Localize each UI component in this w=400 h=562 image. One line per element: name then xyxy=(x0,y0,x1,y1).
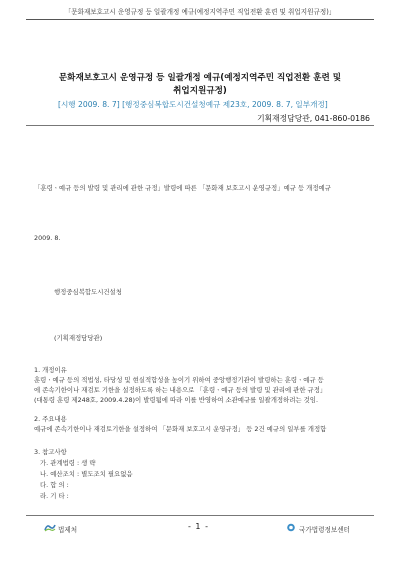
divider xyxy=(26,125,374,126)
footer-divider xyxy=(26,515,374,516)
reference-item: 나. 예산조치 : 별도조치 필요없음 xyxy=(40,470,133,478)
section-2-line: 예규에 존속기한이나 재검토기한을 설정하여 「문화재 보호고시 운영규정」 등 2건 예규의 일부를 개정함 xyxy=(34,425,327,433)
section-3-heading: 3. 참고사항 xyxy=(34,448,67,456)
law-center-logo-icon xyxy=(285,523,297,532)
contact-info: 기획재정담당관, 041-860-0186 xyxy=(257,114,370,123)
reference-item: 다. 합 의 : xyxy=(40,481,69,489)
section-2-heading: 2. 주요내용 xyxy=(34,415,67,423)
moleg-logo-icon xyxy=(44,523,56,532)
enactment-info-link[interactable]: [시행 2009. 8. 7] [행정중심복합도시건설청예규 제23호, 2009. 8. 7, 일부개정] xyxy=(58,100,328,109)
title-line-1: 문화재보호고시 운영규정 등 일괄개정 예규(예정지역주민 직업전환 훈련 및 xyxy=(58,73,342,83)
footer-right-label: 국가법령정보센터 xyxy=(299,526,350,534)
document-date: 2009. 8. xyxy=(34,234,61,242)
header-banner xyxy=(26,6,374,20)
title-line-2: 취업지원규정) xyxy=(173,86,227,96)
page-number: - 1 - xyxy=(188,522,209,531)
section-1-line: (대통령 훈령 제248호, 2009.4.28)이 발령됨에 따라 이를 반영하여 소관예규를 일괄개정하려는 것임. xyxy=(34,396,318,404)
footer-left-label: 법제처 xyxy=(58,526,78,534)
issuing-agency: 행정중심복합도시건설청 xyxy=(54,288,122,296)
reference-item: 가. 관계법령 : 생 략 xyxy=(40,459,96,467)
intro-text: 「훈령ㆍ예규 등의 발령 및 관리에 관한 규정」발령에 따른 「문화재 보호고시 운영규정」예규 등 개정예규 xyxy=(34,184,331,192)
reference-item: 라. 기 타 : xyxy=(40,492,69,500)
department: (기획재정담당관) xyxy=(54,334,103,342)
section-1-heading: 1. 개정이유 xyxy=(34,366,67,374)
section-1-line: 훈령ㆍ예규 등의 적법성, 타당성 및 현실적합성을 높이기 위하여 중앙행정기관이 발령하는 훈령ㆍ예규 등 xyxy=(34,376,324,384)
header-text: 「문화재보호고시 운영규정 등 일괄개정 예규(예정지역주민 직업전환 훈련 및 취업지원규정)」 xyxy=(64,8,336,16)
section-1-line: 에 존속기한이나 재검토 기한을 설정하도록 하는 내용으로 「훈령ㆍ예규 등의 발령 및 관리에 관한 규정」 xyxy=(34,386,327,394)
